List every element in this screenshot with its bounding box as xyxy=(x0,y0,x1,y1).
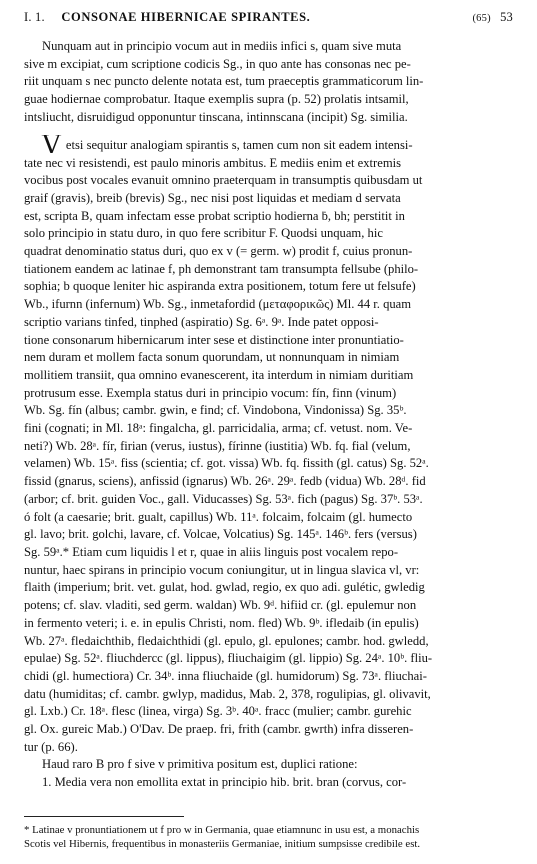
text-line: sophia; b quoque leniter hic aspiranda extra positionem, totum fere ut felsufe) xyxy=(24,279,416,294)
chapter-title: CONSONAE HIBERNICAE SPIRANTES. xyxy=(61,10,311,24)
text-line: graif (gravis), breib (brevis) Sg., nec nisi post liquidas et mediam d servata xyxy=(24,190,401,205)
text-line: 1. Media vera non emollita extat in principio hib. brit. bran (corvus, cor- xyxy=(42,775,407,790)
text-line: gl. lavo; brit. golchi, lavare, cf. Volcae, Volcatius) Sg. 145ᵃ. 146ᵇ. fers (versus) xyxy=(24,527,417,542)
text-line: tate nec vi resistendi, est paulo minoris ambitus. E mediis enim et extremis xyxy=(24,155,402,170)
paragraph-2 xyxy=(24,135,513,757)
text-line: flaith (imperium; brit. vet. gulat, hod. gwlad, regio, ex quo adi. gulétic, gwledig xyxy=(24,580,425,595)
paragraph-3 xyxy=(24,756,513,791)
footnote xyxy=(24,823,513,851)
text-line: neti?) Wb. 28ᵃ. fír, firian (verus, iustus), fírinne (iustitia) Wb. fq. fial (velum, xyxy=(24,438,411,453)
text-line: ó folt (a caesarie; brit. gualt, capillus) Wb. 11ᵃ. folcaim, folcaim (gl. humecto xyxy=(24,509,413,524)
footnote-line: * Latinae v pronuntiationem ut f pro w in Germania, quae etiamnunc in usu est, a monachis xyxy=(24,824,420,836)
running-header xyxy=(24,6,513,28)
text-line: Wb. 27ᵃ. fledaichthib, fledaichthidi (gl. epulo, gl. epulones; cambr. hod. gwledd, xyxy=(24,633,429,648)
text-line: datu (humiditas; cf. cambr. gwlyp, madidus, Mab. 2, 378, rogulipias, gl. olivavit, xyxy=(24,686,431,701)
text-line: tione consonarum hibernicarum inter sese et distinctione inter pronuntiatio- xyxy=(24,332,404,347)
text-line: gl. Ox. gureic Mab.) O'Dav. De praep. fri, frith (cambr. gwrth) infra disseren- xyxy=(24,722,414,737)
text-line: sive m excipiat, cum scriptione codicis Sg., in quo ante has consonas nec pe- xyxy=(24,56,411,71)
text-line: Wb. Sg. fín (albus; cambr. gwin, e find; cf. Vindobona, Vindonissa) Sg. 35ᵇ. xyxy=(24,403,407,418)
text-line: quadrat denominatio status duri, quo ex v (= germ. w) prodit f, cuius pronun- xyxy=(24,244,413,259)
footnote-divider xyxy=(24,816,184,817)
text-line: tur (p. 66). xyxy=(24,739,78,754)
text-line-content: etsi sequitur analogiam spirantis s, tamen cum non sit eadem intensi- xyxy=(62,137,413,152)
header-page xyxy=(472,10,513,25)
text-line: chidi (gl. humectiora) Cr. 34ᵇ. inna fliuchaide (gl. humidorum) Sg. 73ᵃ. fliuchai- xyxy=(24,668,427,683)
text-line: solo principio in statu duro, in quo fere scribitur F. Quodsi unquam, hic xyxy=(24,226,383,241)
original-page-number: (65) xyxy=(472,13,491,24)
text-line: Sg. 59ᵃ.* Etiam cum liquidis l et r, quae in aliis linguis post vocalem repo- xyxy=(24,544,399,559)
paragraph-1 xyxy=(24,38,513,127)
drop-cap: V xyxy=(42,134,61,155)
text-line xyxy=(24,135,513,155)
text-line: guae hodiernae comprobatur. Itaque exemplis supra (p. 52) prolatis intsamil, xyxy=(24,92,409,107)
text-line: vocibus post vocales evanuit omnino praeterquam in transumptis quibusdam ut xyxy=(24,173,423,188)
text-line: epulae) Sg. 52ᵃ. fliuchdercc (gl. lippus), fliuchaigim (gl. lippio) Sg. 24ᵃ. 10ᵇ. fliu- xyxy=(24,651,433,666)
text-line: fini (cognati; in Ml. 18ᵃ: fingalcha, gl. parricidalia, arma; cf. vetust. nom. Ve- xyxy=(24,421,413,436)
text-line: Haud raro B pro f sive v primitiva positum est, duplici ratione: xyxy=(42,757,358,772)
text-line: potens; cf. slav. vladiti, sed germ. waldan) Wb. 9ᵈ. hifiid cr. (gl. epulemur non xyxy=(24,598,417,613)
header-title xyxy=(24,10,310,25)
body-text xyxy=(24,38,513,792)
text-line: riit unquam s nec puncto delente notata est, tum praeceptis grammaticorum lin- xyxy=(24,74,424,89)
text-line: in fermento veteri; i. e. in epulis Christi, nom. fled) Wb. 9ᵇ. ifledaib (in epulis) xyxy=(24,615,419,630)
text-line: nem duram et mollem facta sonum quorundam, ut nonnunquam in nimiam xyxy=(24,350,400,365)
text-line: velamen) Wb. 15ᵃ. fiss (scientia; cf. got. vissa) Wb. fq. fissith (gl. catus) Sg. 52ᵃ. xyxy=(24,456,429,471)
text-line: gl. Lxb.) Cr. 18ᵃ. flesc (linea, virga) Sg. 3ᵇ. 40ᵃ. fracc (mulier; cambr. gurehic xyxy=(24,704,412,719)
footnote-line: Scotis vel Hibernis, frequentibus in monasteriis Germaniae, initium sumpsisse credibile est. xyxy=(24,838,421,850)
text-line: nuntur, haec spirans in principio vocum coniungitur, ut in lingua slavica vl, vr: xyxy=(24,562,420,577)
section-number: I. 1. xyxy=(24,10,45,24)
text-line: Nunquam aut in principio vocum aut in mediis infici s, quam sive muta xyxy=(42,39,402,53)
page-number: 53 xyxy=(500,10,513,24)
text-line: tiationem eandem ac latinae f, ph demonstrant tam transumpta fellsube (philo- xyxy=(24,261,419,276)
text-line: (arbor; cf. brit. guiden Voc., gall. Viducasses) Sg. 53ᵃ. fich (pagus) Sg. 37ᵇ. 53ᵃ. xyxy=(24,491,423,506)
text-line: fissid (gnarus, sciens), anfissid (ignarus) Wb. 26ᵃ. 29ᵃ. fedb (vidua) Wb. 28ᵈ. fid xyxy=(24,474,426,489)
text-line: scriptio varians tinfed, tinphed (aspiratio) Sg. 6ᵃ. 9ᵃ. Inde patet opposi- xyxy=(24,314,379,329)
text-line: protrusum esse. Exempla status duri in principio vocum: fín, finn (vinum) xyxy=(24,385,397,400)
text-line: mollitiem transiit, qua omnino evanescerent, ita interdum in nimiam duritiam xyxy=(24,367,414,382)
text-line: Wb., ifurnn (infernum) Wb. Sg., inmetafordid (μεταφορικῶς) Ml. 44 r. quam xyxy=(24,297,412,312)
text-line: intsliucht, disruidigud opponuntur tinscana, intinnscana (incipit) Sg. similia. xyxy=(24,109,408,124)
text-line: est, scripta B, quam infectam esse probat scriptio hodierna ḃ, bh; perstitit in xyxy=(24,208,405,223)
